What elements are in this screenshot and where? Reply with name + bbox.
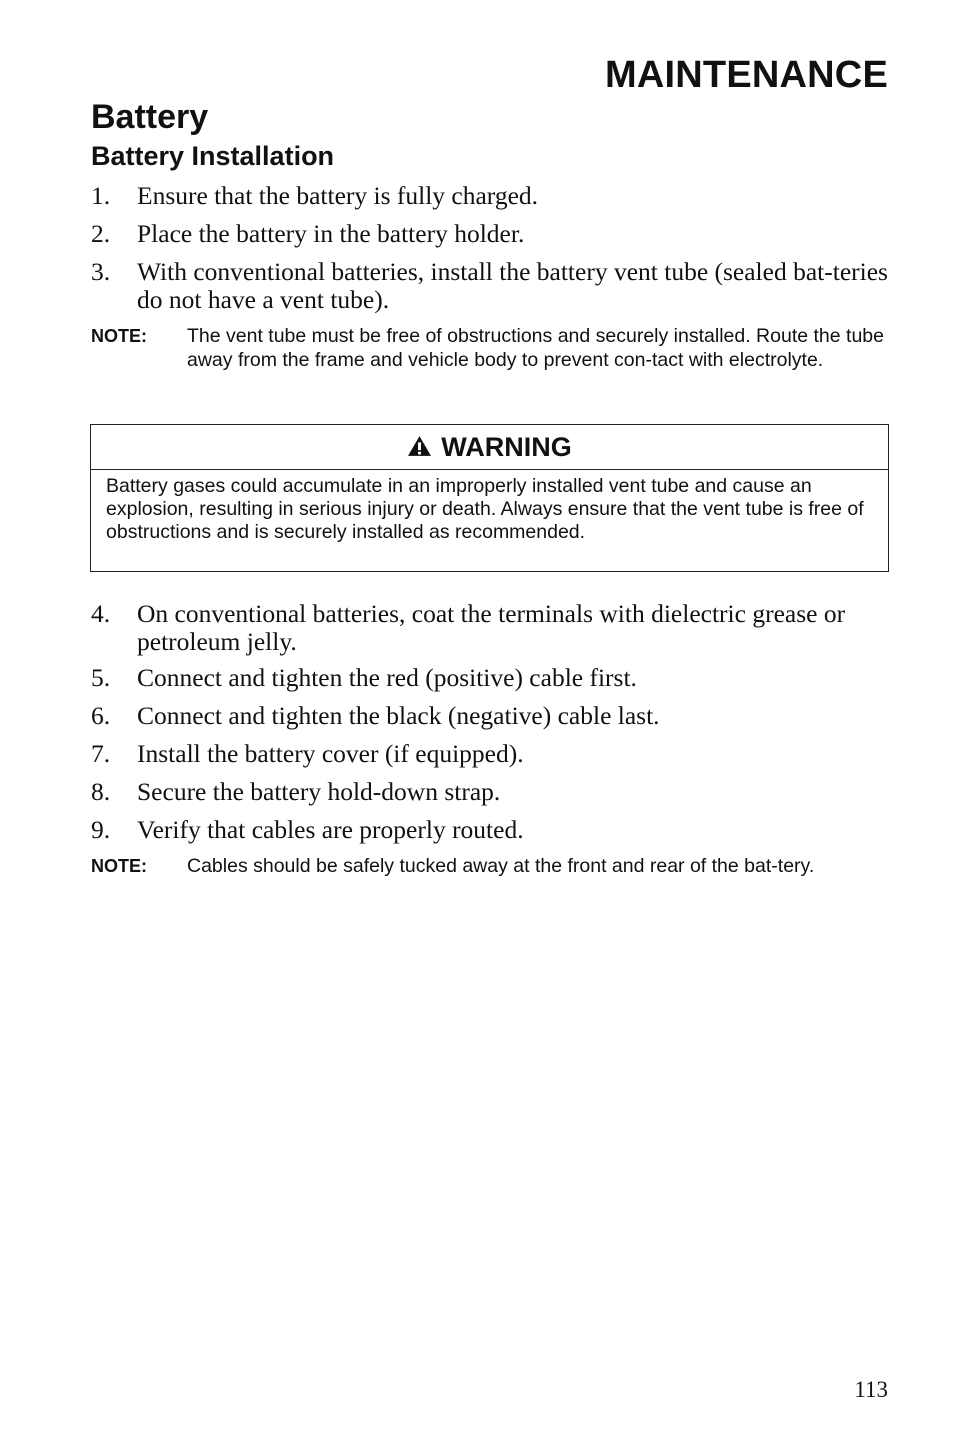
page-number: 113: [854, 1377, 888, 1402]
warning-title: WARNING: [441, 431, 572, 462]
step-number: 9.: [91, 815, 111, 844]
step-text: Connect and tighten the red (positive) cable first.: [137, 663, 637, 692]
step-3: [91, 258, 891, 314]
step-text: With conventional batteries, install the battery vent tube (sealed bat-teries do not have a vent tube).: [137, 257, 888, 314]
step-5: [91, 664, 891, 692]
step-number: 5.: [91, 663, 111, 692]
step-number: 1.: [91, 181, 111, 210]
step-2: [91, 220, 891, 248]
step-text: On conventional batteries, coat the terminals with dielectric grease or petroleum jelly.: [137, 599, 846, 656]
step-number: 2.: [91, 219, 111, 248]
warning-box: [90, 424, 889, 572]
step-text: Connect and tighten the black (negative) cable last.: [137, 701, 660, 730]
chapter-title: MAINTENANCE: [605, 54, 888, 96]
step-7: [91, 740, 891, 768]
note-text: The vent tube must be free of obstructions and securely installed. Route the tube away from the frame and vehicle body to prevent con-tact with electrolyte.: [187, 325, 884, 371]
note-vent-tube: [91, 324, 891, 372]
step-number: 8.: [91, 777, 111, 806]
step-8: [91, 778, 891, 806]
subsection-title: Battery Installation: [91, 141, 335, 171]
step-text: Verify that cables are properly routed.: [137, 815, 524, 844]
section-title: Battery: [91, 98, 209, 136]
step-9: [91, 816, 891, 844]
step-text: Place the battery in the battery holder.: [137, 219, 525, 248]
step-number: 6.: [91, 701, 111, 730]
step-number: 3.: [91, 257, 111, 286]
step-number: 4.: [91, 599, 111, 628]
step-number: 7.: [91, 739, 111, 768]
note-text: Cables should be safely tucked away at the front and rear of the bat-tery.: [187, 855, 815, 877]
step-text: Ensure that the battery is fully charged.: [137, 181, 539, 210]
step-1: [91, 182, 891, 210]
step-6: [91, 702, 891, 730]
step-text: Install the battery cover (if equipped).: [137, 739, 524, 768]
warning-header: [91, 425, 888, 470]
step-4: [91, 600, 891, 656]
note-label: NOTE:: [91, 326, 147, 346]
note-label: NOTE:: [91, 856, 147, 876]
step-text: Secure the battery hold-down strap.: [137, 777, 501, 806]
note-cables: [91, 854, 891, 878]
warning-triangle-icon: [407, 435, 432, 457]
warning-body: Battery gases could accumulate in an improperly installed vent tube and cause an explosion, resulting in serious injury or death. Always ensure that the vent tube is free of obstructions and is securely installed as recommended.: [106, 475, 864, 543]
